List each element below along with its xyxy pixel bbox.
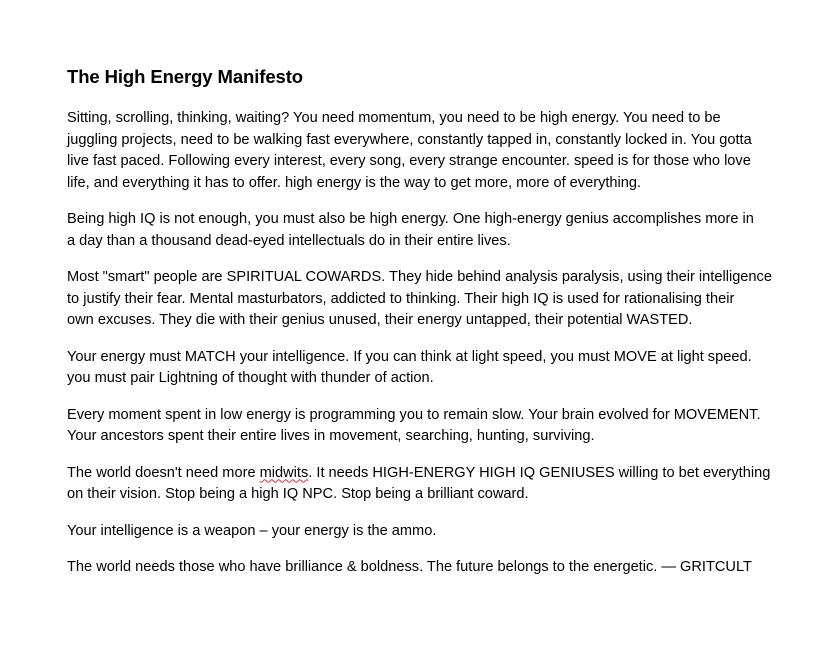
paragraph-line: to justify their fear. Mental masturbators, addicted to thinking. Their high IQ is used for rationalising their [67,290,735,307]
paragraph-line: Your energy must MATCH your intelligence. If you can think at light speed, you must MOVE at light speed. [67,348,752,365]
paragraph-5 [67,405,767,448]
paragraph-line: juggling projects, need to be walking fast everywhere, constantly tapped in, constantly locked in. You gotta [67,131,752,148]
paragraph-line: on their vision. Stop being a high IQ NPC. Stop being a brilliant coward. [67,486,529,502]
paragraph-line: Most "smart" people are SPIRITUAL COWARDS. They hide behind analysis paralysis, using their intelligence [67,269,772,285]
paragraph-line: live fast paced. Following every interest, every song, every strange encounter. speed is for those who love [67,153,751,169]
paragraph-8 [67,557,767,579]
paragraph-line: Your ancestors spent their entire lives in movement, searching, hunting, surviving. [67,428,595,444]
paragraph-line: Being high IQ is not enough, you must also be high energy. One high-energy genius accomplishes more in [67,211,754,227]
paragraph-3 [67,267,772,332]
paragraph-1 [67,108,767,194]
text-run: The world doesn't need more [67,464,260,481]
paragraph-line [67,463,771,485]
paragraph-line: a day than a thousand dead-eyed intellectuals do in their entire lives. [67,232,511,249]
paragraph-6 [67,463,771,506]
paragraph-4 [67,347,767,390]
paragraph-line: Your intelligence is a weapon – your energy is the ammo. [67,522,437,539]
paragraph-line: Sitting, scrolling, thinking, waiting? You need momentum, you need to be high energy. You need to be [67,110,721,126]
paragraph-line: own excuses. They die with their genius unused, their energy untapped, their potential WASTED. [67,312,693,328]
text-run: . It needs HIGH-ENERGY HIGH IQ GENIUSES willing to bet everything [308,464,771,481]
document-page [67,64,772,594]
paragraph-line: life, and everything it has to offer. high energy is the way to get more, more of everything. [67,174,642,191]
spellcheck-flagged-word[interactable]: midwits [259,464,309,481]
paragraph-line: Every moment spent in low energy is programming you to remain slow. Your brain evolved for MOVEMENT. [67,406,761,423]
document-title: The High Energy Manifesto [67,66,303,87]
paragraph-line: The world needs those who have brilliance & boldness. The future belongs to the energetic. — GRITCULT [67,559,752,575]
paragraph-2 [67,209,767,252]
paragraph-7 [67,521,767,543]
paragraph-line: you must pair Lightning of thought with thunder of action. [67,370,434,386]
